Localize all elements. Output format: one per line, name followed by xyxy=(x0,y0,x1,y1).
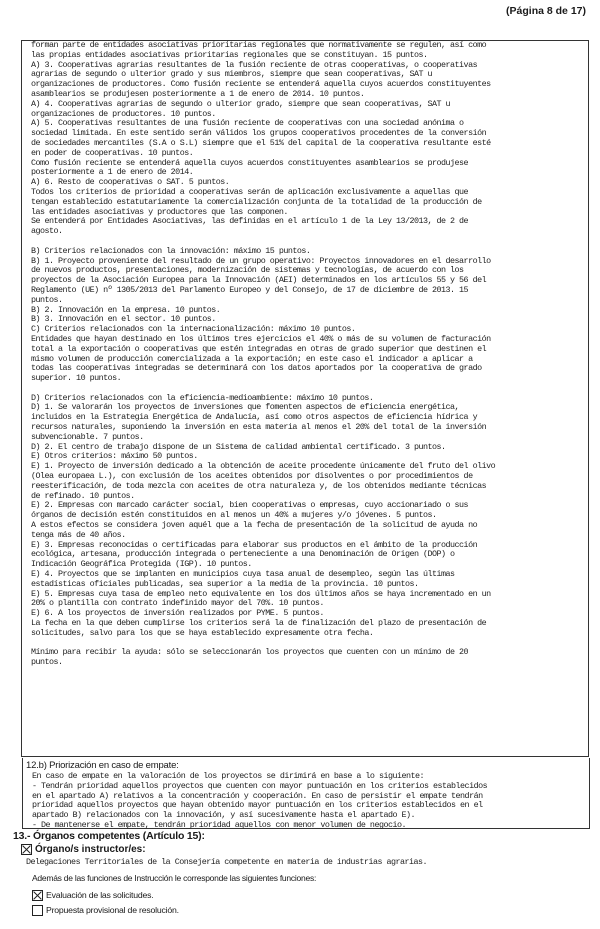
text-line: E) Otros criterios: máximo 50 puntos. xyxy=(31,451,198,462)
criteria-box xyxy=(21,40,589,757)
text-line: Reglamento (UE) nº 1305/2013 del Parlamento Europeo y del Consejo, de 17 de diciembre de 2013. 15 xyxy=(31,284,469,295)
text-line: de nuevos productos, presentaciones, modernización de sistemas y tecnologías, de acuerdo con los xyxy=(31,265,464,276)
text-line: proyectos de la Asociación Europea para la Innovación (AEI) determinados en los artículos 55 y 56 del xyxy=(31,275,487,286)
text-line: ecológica, artesana, producción integrada o perteneciente a una Denominación de Origen (DOP) o xyxy=(31,549,455,560)
section-12b-box xyxy=(22,758,590,829)
text-line: prioridad aquellos proyectos que hayan obtenido mayor puntuación en los criterios establecidos en el xyxy=(32,800,483,811)
text-line: de refinado. 10 puntos. xyxy=(31,490,135,501)
function-checkbox-propuesta[interactable] xyxy=(32,905,43,916)
text-line: las entidades asociativas y productores que las componen. xyxy=(31,206,288,217)
organo-instructor-checkbox[interactable] xyxy=(21,844,32,855)
function-checkbox-evaluacion[interactable] xyxy=(32,890,43,901)
text-line: de sociedades mercantiles (S.A o S.L) siempre que el 51% del capital de la cooperativa resultante esté xyxy=(31,137,491,148)
text-line: puntos. xyxy=(31,657,63,668)
function-label-evaluacion: Evaluación de las solicitudes. xyxy=(46,890,154,900)
text-line: A estos efectos se considera joven aquél que a la fecha de presentación de la solicitud de ayuda no xyxy=(31,520,478,531)
text-line: A) 4. Cooperativas agrarias de segundo o ulterior grado, siempre que sean cooperativas, SAT u xyxy=(31,98,451,109)
organo-instructor-value: Delegaciones Territoriales de la Consejería competente en materia de industrias agrarias. xyxy=(26,857,428,867)
text-line: organizaciones de productores. 10 puntos. xyxy=(31,108,216,119)
function-label-propuesta: Propuesta provisional de resolución. xyxy=(46,905,179,915)
criteria-text xyxy=(31,41,495,668)
text-line: B) Criterios relacionados con la innovación: máximo 15 puntos. xyxy=(31,245,311,256)
function-item-propuesta xyxy=(32,904,179,916)
text-line: mismo volumen de producción comercializada a la exportación; en este caso el indicador a aplicar a xyxy=(31,353,473,364)
section-12b-title: 12.b) Priorización en caso de empate: xyxy=(26,760,179,771)
text-line: 20% o plantilla con contrato indefinido mayor del 70%. 10 puntos. xyxy=(31,598,324,609)
text-line: E) 4. Proyectos que se implanten en municipios cuya tasa anual de desempleo, según las últimas xyxy=(31,569,455,580)
text-line: D) 2. El centro de trabajo dispone de un Sistema de calidad ambiental certificado. 3 puntos. xyxy=(31,441,446,452)
text-line: solicitudes, salvo para los que se haya establecido expresamente otra fecha. xyxy=(31,627,374,638)
text-line: puntos. xyxy=(31,294,63,305)
text-line: tengan establecido estatutariamente la comercialización conjunta de la totalidad de la producción de xyxy=(31,196,482,207)
text-line: A) 6. Resto de cooperativas o SAT. 5 puntos. xyxy=(31,177,230,188)
text-line: forman parte de entidades asociativas prioritarias regionales que normativamente se regulen, así como xyxy=(31,40,487,50)
text-line: La fecha en la que deben cumplirse los criterios será la de finalización del plazo de presentación de xyxy=(31,618,487,629)
text-line: B) 1. Proyecto proveniente del resultado de un grupo operativo: Proyectos innovadores en el desarrollo xyxy=(31,255,491,266)
text-line: B) 3. Innovación en el sector. 10 puntos. xyxy=(31,314,216,325)
text-line: Mínimo para recibir la ayuda: sólo se seleccionarán los proyectos que cuenten con un mínimo de 20 xyxy=(31,647,469,658)
text-line: D) 1. Se valorarán los proyectos de inversiones que fomenten aspectos de eficiencia energética, xyxy=(31,402,460,413)
function-item-evaluacion xyxy=(32,889,154,901)
text-line: B) 2. Innovación en la empresa. 10 puntos. xyxy=(31,304,221,315)
text-line: posteriormente a 1 de enero de 2014. xyxy=(31,167,194,178)
text-line: en poder de cooperativas. 10 puntos. xyxy=(31,147,194,158)
text-line: A) 3. Cooperativas agrarias resultantes de la fusión reciente de otras cooperativas, o cooperativas xyxy=(31,59,478,70)
text-line: Entidades que hayan destinado en los últimos tres ejercicios el 40% o más de su volumen de facturación xyxy=(31,333,491,344)
text-line: D) Criterios relacionados con la eficiencia-medioambiente: máximo 10 puntos. xyxy=(31,392,374,403)
text-line: - Tendrán prioridad aquellos proyectos que cuenten con mayor puntuación en los criterios establecidos xyxy=(32,780,488,791)
text-line: En caso de empate en la valoración de los proyectos se dirimirá en base a lo siguiente: xyxy=(32,771,425,781)
text-line: E) 3. Empresas reconocidas o certificadas para elaborar sus productos en el ámbito de la producción xyxy=(31,539,478,550)
text-line: C) Criterios relacionados con la internacionalización: máximo 10 puntos. xyxy=(31,324,356,335)
text-line: sociedad limitada. En este sentido serán válidos los grupos cooperativos procedentes de la conversión xyxy=(31,128,487,139)
text-line: asamblearios se produjesen posteriormente a 1 de enero de 2014. 10 puntos. xyxy=(31,88,365,99)
page-indicator: (Página 8 de 17) xyxy=(506,5,586,17)
text-line: reesterificación, de toda mezcla con aceites de otra naturaleza y, de los obtenidos mediante técnicas xyxy=(31,480,487,491)
text-line: las propias entidades asociativas prioritarias regionales que se constituyan. 15 puntos. xyxy=(31,49,428,60)
text-line: Como fusión reciente se entenderá aquella cuyos acuerdos constituyentes asamblearios se produjese xyxy=(31,157,469,168)
text-line: organizaciones de productores. Como fusión reciente se entenderá aquella cuyos acuerdos constituyentes xyxy=(31,79,491,90)
text-line: incluidos en la Estrategia Energética de Andalucía, así como otros aspectos de eficiencia hídrica y xyxy=(31,412,478,423)
text-line: estadísticas oficiales publicadas, sea superior a la media de la provincia. 10 puntos. xyxy=(31,578,419,589)
section-12b-text xyxy=(32,772,487,831)
text-line: Se entenderá por Entidades Asociativas, las definidas en el artículo 1 de la Ley 13/2013, de 2 de xyxy=(31,216,469,227)
text-line: Indicación Geográfica Protegida (IGP). 10 puntos. xyxy=(31,559,252,570)
text-line: en el apartado A) relativos a la concentración y cooperación. En caso de persistir el empate tendrán xyxy=(32,790,483,801)
text-line: Todos los criterios de prioridad a cooperativas serán de aplicación exclusivamente a aquellas que xyxy=(31,186,469,197)
text-line: (Olea europaea L.), con exclusión de los aceites obtenidos por disolventes o por procedimientos de xyxy=(31,471,473,482)
text-line: E) 2. Empresas con marcado carácter social, bien cooperativas o empresas, cuyo accionariado o sus xyxy=(31,500,469,511)
functions-intro: Además de las funciones de Instrucción le corresponde las siguientes funciones: xyxy=(32,873,317,883)
text-line: subvencionable. 7 puntos. xyxy=(31,431,144,442)
text-line: - De mantenerse el empate, tendrán prioridad aquellos con menor volumen de negocio. xyxy=(32,819,406,830)
text-line: agrarias de segundo o ulterior grado y sus miembros, siempre que sean cooperativas, SAT u xyxy=(31,69,433,80)
text-line: A) 5. Cooperativas resultantes de una fusión reciente de cooperativas con una sociedad anónima o xyxy=(31,118,464,129)
text-line: superior. 10 puntos. xyxy=(31,373,122,384)
text-line: recursos naturales, suponiendo la inversión en esta materia al menos el 20% del total de la inversión xyxy=(31,422,487,433)
text-line: apartado B) relacionados con la innovación, y así sucesivamente hasta el apartado E). xyxy=(32,810,415,821)
organo-instructor-row xyxy=(21,843,146,855)
text-line: E) 1. Proyecto de inversión dedicado a la obtención de aceite procedente únicamente del fruto del olivo xyxy=(31,461,496,472)
text-line: órganos de decisión estén constituidos en al menos un 40% a mujeres y/o jóvenes. 5 puntos. xyxy=(31,510,437,521)
organo-instructor-label: Órgano/s instructor/es: xyxy=(35,843,146,855)
text-line: agosto. xyxy=(31,226,63,237)
section-13-title: 13.- Órganos competentes (Artículo 15): xyxy=(13,830,205,842)
text-line: E) 5. Empresas cuya tasa de empleo neto equivalente en los dos últimos años se haya incrementado en un xyxy=(31,588,491,599)
text-line: total a la exportación o cooperativas que estén integradas en otras de grado superior que destinen el xyxy=(31,343,487,354)
text-line: tenga más de 40 años. xyxy=(31,529,126,540)
text-line: todas las cooperativas integradas se determinará con los datos aportados por la cooperativa de grado xyxy=(31,363,482,374)
text-line: E) 6. A los proyectos de inversión realizados por PYME. 5 puntos. xyxy=(31,608,324,619)
